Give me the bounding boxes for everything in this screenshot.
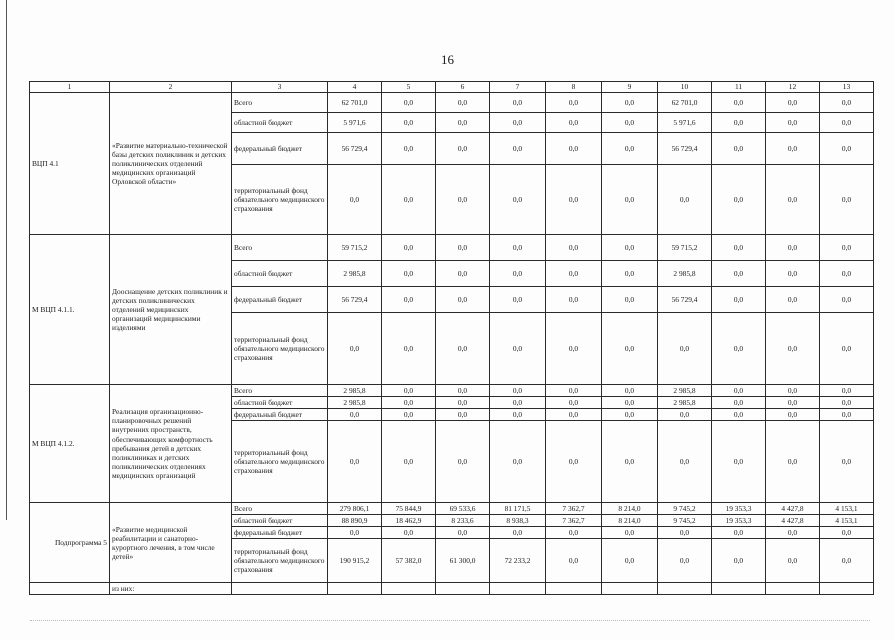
value-cell-col-11: 0,0 <box>712 113 766 133</box>
value-cell-col-7: 72 233,2 <box>490 539 546 583</box>
value-cell-col-5: 0,0 <box>382 113 436 133</box>
value-cell-col-13: 0,0 <box>820 235 874 261</box>
funding-source-cell: Всего <box>232 503 328 515</box>
value-cell-col-11: 0,0 <box>712 409 766 421</box>
value-cell-col-4: 0,0 <box>328 313 382 385</box>
value-cell-col-13: 0,0 <box>820 539 874 583</box>
column-number-12: 12 <box>766 82 820 93</box>
value-cell-col-4: 0,0 <box>328 165 382 235</box>
value-cell-col-9: 0,0 <box>602 313 658 385</box>
value-cell-col-8: 0,0 <box>546 527 602 539</box>
value-cell-col-6: 0,0 <box>436 261 490 287</box>
value-cell-col-6: 61 300,0 <box>436 539 490 583</box>
value-cell-col-13: 0,0 <box>820 261 874 287</box>
value-cell-col-10: 0,0 <box>658 409 712 421</box>
program-name-cell: Реализация организационно-планировочных решений внутренних пространств, обеспечивающих комфортность пребывания детей в детских поликлиниках и детских поликлинических отделениях медицинских организаций <box>110 385 232 503</box>
funding-source-cell: федеральный бюджет <box>232 527 328 539</box>
empty-cell <box>602 583 658 595</box>
value-cell-col-12: 4 427,8 <box>766 515 820 527</box>
funding-source-cell: Всего <box>232 235 328 261</box>
empty-cell <box>658 583 712 595</box>
value-cell-col-9: 0,0 <box>602 235 658 261</box>
column-number-11: 11 <box>712 82 766 93</box>
value-cell-col-7: 0,0 <box>490 385 546 397</box>
column-number-9: 9 <box>602 82 658 93</box>
binding-margin-line <box>6 0 7 520</box>
empty-cell <box>712 583 766 595</box>
value-cell-col-11: 0,0 <box>712 93 766 113</box>
value-cell-col-12: 0,0 <box>766 261 820 287</box>
value-cell-col-5: 0,0 <box>382 235 436 261</box>
value-cell-col-4: 56 729,4 <box>328 287 382 313</box>
value-cell-col-12: 0,0 <box>766 421 820 503</box>
value-cell-col-5: 0,0 <box>382 313 436 385</box>
value-cell-col-6: 69 533,6 <box>436 503 490 515</box>
value-cell-col-5: 57 382,0 <box>382 539 436 583</box>
value-cell-col-7: 0,0 <box>490 113 546 133</box>
value-cell-col-11: 19 353,3 <box>712 515 766 527</box>
program-code-cell: М ВЦП 4.1.1. <box>30 235 110 385</box>
value-cell-col-9: 0,0 <box>602 133 658 165</box>
value-cell-col-6: 0,0 <box>436 133 490 165</box>
value-cell-col-13: 0,0 <box>820 165 874 235</box>
value-cell-col-6: 8 233,6 <box>436 515 490 527</box>
value-cell-col-5: 0,0 <box>382 385 436 397</box>
value-cell-col-8: 0,0 <box>546 165 602 235</box>
value-cell-col-4: 2 985,8 <box>328 397 382 409</box>
value-cell-col-12: 0,0 <box>766 385 820 397</box>
value-cell-col-9: 0,0 <box>602 527 658 539</box>
value-cell-col-12: 0,0 <box>766 235 820 261</box>
value-cell-col-12: 4 427,8 <box>766 503 820 515</box>
value-cell-col-11: 0,0 <box>712 397 766 409</box>
column-number-13: 13 <box>820 82 874 93</box>
value-cell-col-13: 0,0 <box>820 133 874 165</box>
empty-cell <box>546 583 602 595</box>
table-row <box>30 385 874 397</box>
value-cell-col-10: 62 701,0 <box>658 93 712 113</box>
value-cell-col-13: 0,0 <box>820 385 874 397</box>
value-cell-col-10: 0,0 <box>658 165 712 235</box>
value-cell-col-7: 0,0 <box>490 93 546 113</box>
table-row <box>30 93 874 113</box>
program-name-cell: «Развитие медицинской реабилитации и санаторно-курортного лечения, в том числе детей» <box>110 503 232 583</box>
empty-cell <box>766 583 820 595</box>
budget-table <box>29 81 874 595</box>
value-cell-col-8: 0,0 <box>546 385 602 397</box>
value-cell-col-7: 0,0 <box>490 421 546 503</box>
empty-cell <box>490 583 546 595</box>
value-cell-col-6: 0,0 <box>436 313 490 385</box>
program-name-cell: Дооснащение детских поликлиник и детских поликлинических отделений медицинских организаций медицинскими изделиями <box>110 235 232 385</box>
value-cell-col-13: 0,0 <box>820 527 874 539</box>
value-cell-col-5: 18 462,9 <box>382 515 436 527</box>
value-cell-col-11: 0,0 <box>712 421 766 503</box>
program-name-cell: «Развитие материально-технической базы детских поликлиник и детских поликлинических отделений медицинских организаций Орловской области» <box>110 93 232 235</box>
value-cell-col-13: 4 153,1 <box>820 503 874 515</box>
value-cell-col-13: 0,0 <box>820 93 874 113</box>
value-cell-col-5: 0,0 <box>382 421 436 503</box>
value-cell-col-10: 0,0 <box>658 421 712 503</box>
value-cell-col-7: 0,0 <box>490 313 546 385</box>
value-cell-col-11: 0,0 <box>712 385 766 397</box>
funding-source-cell: территориальный фонд обязательного медицинского страхования <box>232 313 328 385</box>
value-cell-col-5: 75 844,9 <box>382 503 436 515</box>
of-which-label: из них: <box>110 583 232 595</box>
value-cell-col-10: 0,0 <box>658 527 712 539</box>
value-cell-col-9: 8 214,0 <box>602 503 658 515</box>
value-cell-col-13: 0,0 <box>820 421 874 503</box>
value-cell-col-10: 9 745,2 <box>658 503 712 515</box>
funding-source-cell: Всего <box>232 385 328 397</box>
value-cell-col-8: 7 362,7 <box>546 503 602 515</box>
value-cell-col-4: 279 806,1 <box>328 503 382 515</box>
value-cell-col-5: 0,0 <box>382 397 436 409</box>
value-cell-col-13: 0,0 <box>820 287 874 313</box>
value-cell-col-12: 0,0 <box>766 409 820 421</box>
value-cell-col-7: 0,0 <box>490 235 546 261</box>
value-cell-col-11: 0,0 <box>712 527 766 539</box>
value-cell-col-11: 0,0 <box>712 539 766 583</box>
value-cell-col-9: 0,0 <box>602 421 658 503</box>
value-cell-col-10: 5 971,6 <box>658 113 712 133</box>
value-cell-col-6: 0,0 <box>436 113 490 133</box>
value-cell-col-8: 0,0 <box>546 261 602 287</box>
column-number-3: 3 <box>232 82 328 93</box>
value-cell-col-4: 190 915,2 <box>328 539 382 583</box>
value-cell-col-13: 0,0 <box>820 313 874 385</box>
value-cell-col-4: 0,0 <box>328 421 382 503</box>
column-number-10: 10 <box>658 82 712 93</box>
value-cell-col-13: 0,0 <box>820 113 874 133</box>
value-cell-col-9: 0,0 <box>602 287 658 313</box>
column-number-4: 4 <box>328 82 382 93</box>
value-cell-col-4: 88 890,9 <box>328 515 382 527</box>
value-cell-col-9: 8 214,0 <box>602 515 658 527</box>
value-cell-col-6: 0,0 <box>436 93 490 113</box>
program-code-cell: М ВЦП 4.1.2. <box>30 385 110 503</box>
value-cell-col-10: 59 715,2 <box>658 235 712 261</box>
value-cell-col-11: 0,0 <box>712 287 766 313</box>
value-cell-col-8: 0,0 <box>546 133 602 165</box>
funding-source-cell: областной бюджет <box>232 261 328 287</box>
value-cell-col-8: 0,0 <box>546 539 602 583</box>
value-cell-col-9: 0,0 <box>602 397 658 409</box>
funding-source-cell: областной бюджет <box>232 397 328 409</box>
funding-source-cell: территориальный фонд обязательного медицинского страхования <box>232 539 328 583</box>
empty-cell <box>382 583 436 595</box>
column-number-7: 7 <box>490 82 546 93</box>
value-cell-col-9: 0,0 <box>602 261 658 287</box>
value-cell-col-6: 0,0 <box>436 409 490 421</box>
page-bottom-edge <box>30 620 870 622</box>
table-row <box>30 503 874 515</box>
value-cell-col-10: 2 985,8 <box>658 261 712 287</box>
value-cell-col-12: 0,0 <box>766 133 820 165</box>
value-cell-col-12: 0,0 <box>766 113 820 133</box>
value-cell-col-12: 0,0 <box>766 287 820 313</box>
value-cell-col-4: 0,0 <box>328 409 382 421</box>
column-number-row <box>30 82 874 93</box>
value-cell-col-12: 0,0 <box>766 539 820 583</box>
column-number-6: 6 <box>436 82 490 93</box>
value-cell-col-9: 0,0 <box>602 539 658 583</box>
value-cell-col-8: 0,0 <box>546 113 602 133</box>
column-number-1: 1 <box>30 82 110 93</box>
funding-source-cell: федеральный бюджет <box>232 287 328 313</box>
column-number-2: 2 <box>110 82 232 93</box>
value-cell-col-4: 5 971,6 <box>328 113 382 133</box>
value-cell-col-11: 0,0 <box>712 235 766 261</box>
value-cell-col-10: 9 745,2 <box>658 515 712 527</box>
value-cell-col-6: 0,0 <box>436 385 490 397</box>
funding-source-cell: территориальный фонд обязательного медицинского страхования <box>232 421 328 503</box>
value-cell-col-8: 0,0 <box>546 235 602 261</box>
value-cell-col-8: 0,0 <box>546 397 602 409</box>
value-cell-col-9: 0,0 <box>602 165 658 235</box>
value-cell-col-7: 0,0 <box>490 397 546 409</box>
value-cell-col-8: 0,0 <box>546 287 602 313</box>
table-row-of-which <box>30 583 874 595</box>
value-cell-col-5: 0,0 <box>382 409 436 421</box>
value-cell-col-7: 0,0 <box>490 287 546 313</box>
program-code-cell: Подпрограмма 5 <box>30 503 110 583</box>
empty-cell <box>328 583 382 595</box>
value-cell-col-7: 0,0 <box>490 409 546 421</box>
value-cell-col-8: 7 362,7 <box>546 515 602 527</box>
empty-cell <box>30 583 110 595</box>
value-cell-col-12: 0,0 <box>766 527 820 539</box>
value-cell-col-5: 0,0 <box>382 133 436 165</box>
page-number: 16 <box>441 52 454 67</box>
value-cell-col-6: 0,0 <box>436 397 490 409</box>
value-cell-col-10: 56 729,4 <box>658 287 712 313</box>
empty-cell <box>436 583 490 595</box>
value-cell-col-4: 0,0 <box>328 527 382 539</box>
value-cell-col-12: 0,0 <box>766 397 820 409</box>
value-cell-col-5: 0,0 <box>382 93 436 113</box>
value-cell-col-7: 0,0 <box>490 261 546 287</box>
funding-source-cell: областной бюджет <box>232 515 328 527</box>
empty-cell <box>820 583 874 595</box>
value-cell-col-12: 0,0 <box>766 313 820 385</box>
value-cell-col-10: 2 985,8 <box>658 397 712 409</box>
value-cell-col-4: 2 985,8 <box>328 261 382 287</box>
value-cell-col-9: 0,0 <box>602 93 658 113</box>
value-cell-col-5: 0,0 <box>382 165 436 235</box>
value-cell-col-10: 2 985,8 <box>658 385 712 397</box>
value-cell-col-8: 0,0 <box>546 313 602 385</box>
value-cell-col-7: 0,0 <box>490 165 546 235</box>
value-cell-col-11: 0,0 <box>712 313 766 385</box>
value-cell-col-6: 0,0 <box>436 527 490 539</box>
value-cell-col-7: 0,0 <box>490 527 546 539</box>
value-cell-col-11: 0,0 <box>712 165 766 235</box>
column-number-8: 8 <box>546 82 602 93</box>
value-cell-col-4: 56 729,4 <box>328 133 382 165</box>
value-cell-col-9: 0,0 <box>602 385 658 397</box>
value-cell-col-9: 0,0 <box>602 409 658 421</box>
value-cell-col-5: 0,0 <box>382 287 436 313</box>
funding-source-cell: федеральный бюджет <box>232 133 328 165</box>
value-cell-col-13: 0,0 <box>820 409 874 421</box>
value-cell-col-8: 0,0 <box>546 421 602 503</box>
value-cell-col-7: 0,0 <box>490 133 546 165</box>
value-cell-col-11: 19 353,3 <box>712 503 766 515</box>
value-cell-col-12: 0,0 <box>766 165 820 235</box>
value-cell-col-6: 0,0 <box>436 421 490 503</box>
program-code-cell: ВЦП 4.1 <box>30 93 110 235</box>
value-cell-col-8: 0,0 <box>546 93 602 113</box>
value-cell-col-10: 0,0 <box>658 539 712 583</box>
value-cell-col-10: 0,0 <box>658 313 712 385</box>
value-cell-col-12: 0,0 <box>766 93 820 113</box>
column-number-5: 5 <box>382 82 436 93</box>
value-cell-col-6: 0,0 <box>436 287 490 313</box>
table-body <box>30 82 874 595</box>
value-cell-col-10: 56 729,4 <box>658 133 712 165</box>
value-cell-col-4: 62 701,0 <box>328 93 382 113</box>
value-cell-col-13: 0,0 <box>820 397 874 409</box>
funding-source-cell: федеральный бюджет <box>232 409 328 421</box>
value-cell-col-4: 2 985,8 <box>328 385 382 397</box>
value-cell-col-6: 0,0 <box>436 235 490 261</box>
value-cell-col-6: 0,0 <box>436 165 490 235</box>
value-cell-col-8: 0,0 <box>546 409 602 421</box>
funding-source-cell: Всего <box>232 93 328 113</box>
value-cell-col-5: 0,0 <box>382 527 436 539</box>
funding-source-cell: территориальный фонд обязательного медицинского страхования <box>232 165 328 235</box>
value-cell-col-4: 59 715,2 <box>328 235 382 261</box>
value-cell-col-7: 8 938,3 <box>490 515 546 527</box>
table-row <box>30 235 874 261</box>
value-cell-col-11: 0,0 <box>712 261 766 287</box>
value-cell-col-7: 81 171,5 <box>490 503 546 515</box>
empty-cell <box>232 583 328 595</box>
value-cell-col-5: 0,0 <box>382 261 436 287</box>
value-cell-col-11: 0,0 <box>712 133 766 165</box>
funding-source-cell: областной бюджет <box>232 113 328 133</box>
value-cell-col-13: 4 153,1 <box>820 515 874 527</box>
value-cell-col-9: 0,0 <box>602 113 658 133</box>
